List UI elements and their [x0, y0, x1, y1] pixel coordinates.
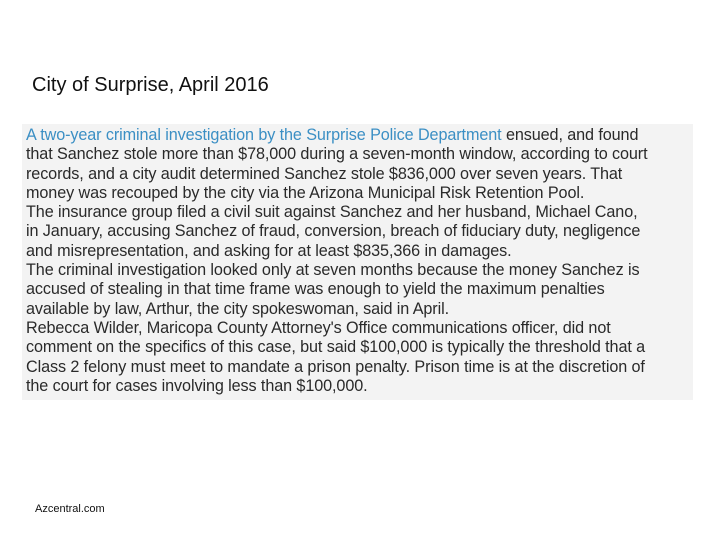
article-line-rest: ensued, and found [501, 126, 639, 144]
article-line: records, and a city audit determined Sanchez stole $836,000 over seven years. That [26, 164, 623, 183]
article-line: that Sanchez stole more than $78,000 during a seven-month window, according to court [26, 145, 648, 164]
article-line [26, 126, 691, 145]
page-title: City of Surprise, April 2016 [32, 74, 269, 96]
article-excerpt [22, 124, 693, 400]
article-link[interactable]: A two-year criminal investigation by the Surprise Police Department [26, 126, 502, 144]
article-line: available by law, Arthur, the city spokeswoman, said in April. [26, 299, 449, 318]
article-line: The criminal investigation looked only at seven months because the money Sanchez is [26, 261, 640, 280]
article-line: the court for cases involving less than $100,000. [26, 376, 368, 395]
article-line: Rebecca Wilder, Maricopa County Attorney's Office communications officer, did not [26, 318, 611, 337]
article-line: Class 2 felony must meet to mandate a prison penalty. Prison time is at the discretion of [26, 357, 645, 376]
source-credit: Azcentral.com [35, 503, 105, 515]
article-line: in January, accusing Sanchez of fraud, conversion, breach of fiduciary duty, negligence [26, 222, 641, 241]
article-line: and misrepresentation, and asking for at least $835,366 in damages. [26, 241, 512, 260]
article-line: accused of stealing in that time frame was enough to yield the maximum penalties [26, 280, 605, 299]
article-line: The insurance group filed a civil suit against Sanchez and her husband, Michael Cano, [26, 203, 638, 222]
article-line: comment on the specifics of this case, but said $100,000 is typically the threshold that a [26, 338, 646, 357]
article-line: money was recouped by the city via the Arizona Municipal Risk Retention Pool. [26, 183, 585, 202]
